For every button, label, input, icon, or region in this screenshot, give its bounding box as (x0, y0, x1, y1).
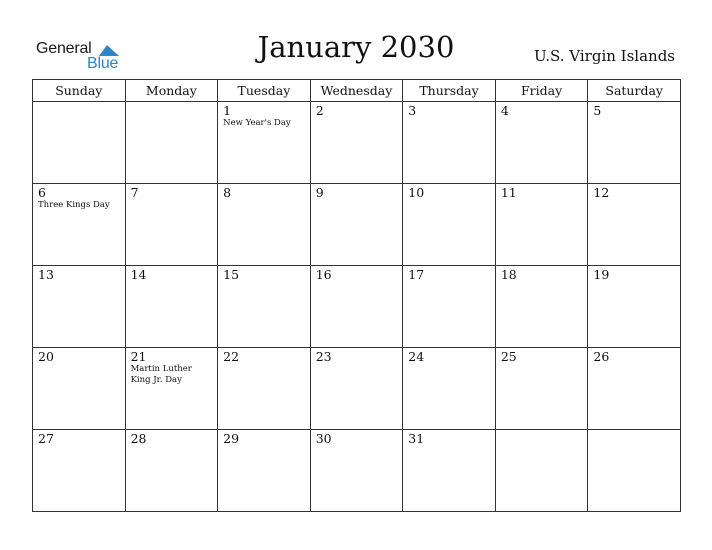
week-row (33, 266, 681, 348)
day-number: 29 (223, 431, 240, 446)
calendar-grid (32, 79, 681, 512)
day-cell (403, 184, 496, 266)
day-number: 12 (593, 185, 610, 200)
day-cell (33, 184, 126, 266)
day-cell (588, 102, 681, 184)
day-cell (218, 348, 311, 430)
week-row (33, 348, 681, 430)
weekday-header: Saturday (588, 80, 681, 102)
day-number: 19 (593, 267, 610, 282)
week-row (33, 102, 681, 184)
day-cell (125, 348, 218, 430)
day-cell (218, 102, 311, 184)
holiday-label: New Year's Day (223, 118, 291, 128)
day-cell (588, 430, 681, 512)
day-cell (125, 430, 218, 512)
day-number: 8 (223, 185, 232, 200)
day-cell (495, 348, 588, 430)
day-cell (310, 184, 403, 266)
logo-word-blue: Blue (87, 55, 119, 72)
day-cell (310, 102, 403, 184)
day-number: 5 (593, 103, 602, 118)
day-cell (310, 430, 403, 512)
day-number: 14 (130, 267, 147, 282)
day-cell (218, 430, 311, 512)
weekday-header: Sunday (33, 80, 126, 102)
region-label: U.S. Virgin Islands (534, 47, 675, 65)
day-number: 15 (223, 267, 240, 282)
day-cell (588, 266, 681, 348)
week-row (33, 430, 681, 512)
day-number: 30 (315, 431, 332, 446)
holiday-label: Three Kings Day (38, 200, 110, 210)
day-cell (33, 102, 126, 184)
day-number: 26 (593, 349, 610, 364)
day-number: 20 (38, 349, 54, 364)
day-cell (125, 184, 218, 266)
day-cell (218, 184, 311, 266)
day-number: 7 (130, 185, 139, 200)
day-cell (403, 430, 496, 512)
day-cell (218, 266, 311, 348)
day-number: 23 (315, 349, 332, 364)
day-cell (310, 348, 403, 430)
day-number: 21 (130, 349, 147, 364)
weekday-header: Tuesday (218, 80, 311, 102)
day-number: 4 (500, 103, 509, 118)
day-cell (125, 102, 218, 184)
day-cell (495, 184, 588, 266)
day-cell (33, 266, 126, 348)
day-number: 3 (408, 103, 417, 118)
logo-word-general: General (36, 40, 92, 57)
day-cell (310, 266, 403, 348)
day-number: 16 (315, 267, 332, 282)
weekday-header: Friday (495, 80, 588, 102)
day-cell (403, 102, 496, 184)
day-cell (495, 102, 588, 184)
day-number: 11 (500, 185, 517, 200)
weekday-header: Wednesday (310, 80, 403, 102)
day-number: 17 (408, 267, 425, 282)
day-cell (588, 348, 681, 430)
day-number: 2 (315, 103, 324, 118)
day-number: 25 (500, 349, 517, 364)
weekday-header: Thursday (403, 80, 496, 102)
day-number: 10 (408, 185, 425, 200)
holiday-label: Martin Luther King Jr. Day (130, 364, 192, 385)
day-number: 6 (38, 185, 46, 200)
day-cell (403, 348, 496, 430)
day-number: 1 (223, 103, 232, 118)
day-cell (403, 266, 496, 348)
day-number: 31 (408, 431, 425, 446)
day-cell (588, 184, 681, 266)
day-number: 27 (38, 431, 54, 446)
weekday-header: Monday (125, 80, 218, 102)
week-row (33, 184, 681, 266)
day-number: 22 (223, 349, 240, 364)
day-cell (33, 348, 126, 430)
day-cell (33, 430, 126, 512)
weekday-header-row (33, 80, 681, 102)
day-cell (495, 430, 588, 512)
day-number: 24 (408, 349, 425, 364)
day-number: 28 (130, 431, 147, 446)
day-cell (125, 266, 218, 348)
day-number: 18 (500, 267, 517, 282)
day-number: 9 (315, 185, 324, 200)
page-title: January 2030 (257, 30, 455, 64)
day-number: 13 (38, 267, 54, 282)
day-cell (495, 266, 588, 348)
